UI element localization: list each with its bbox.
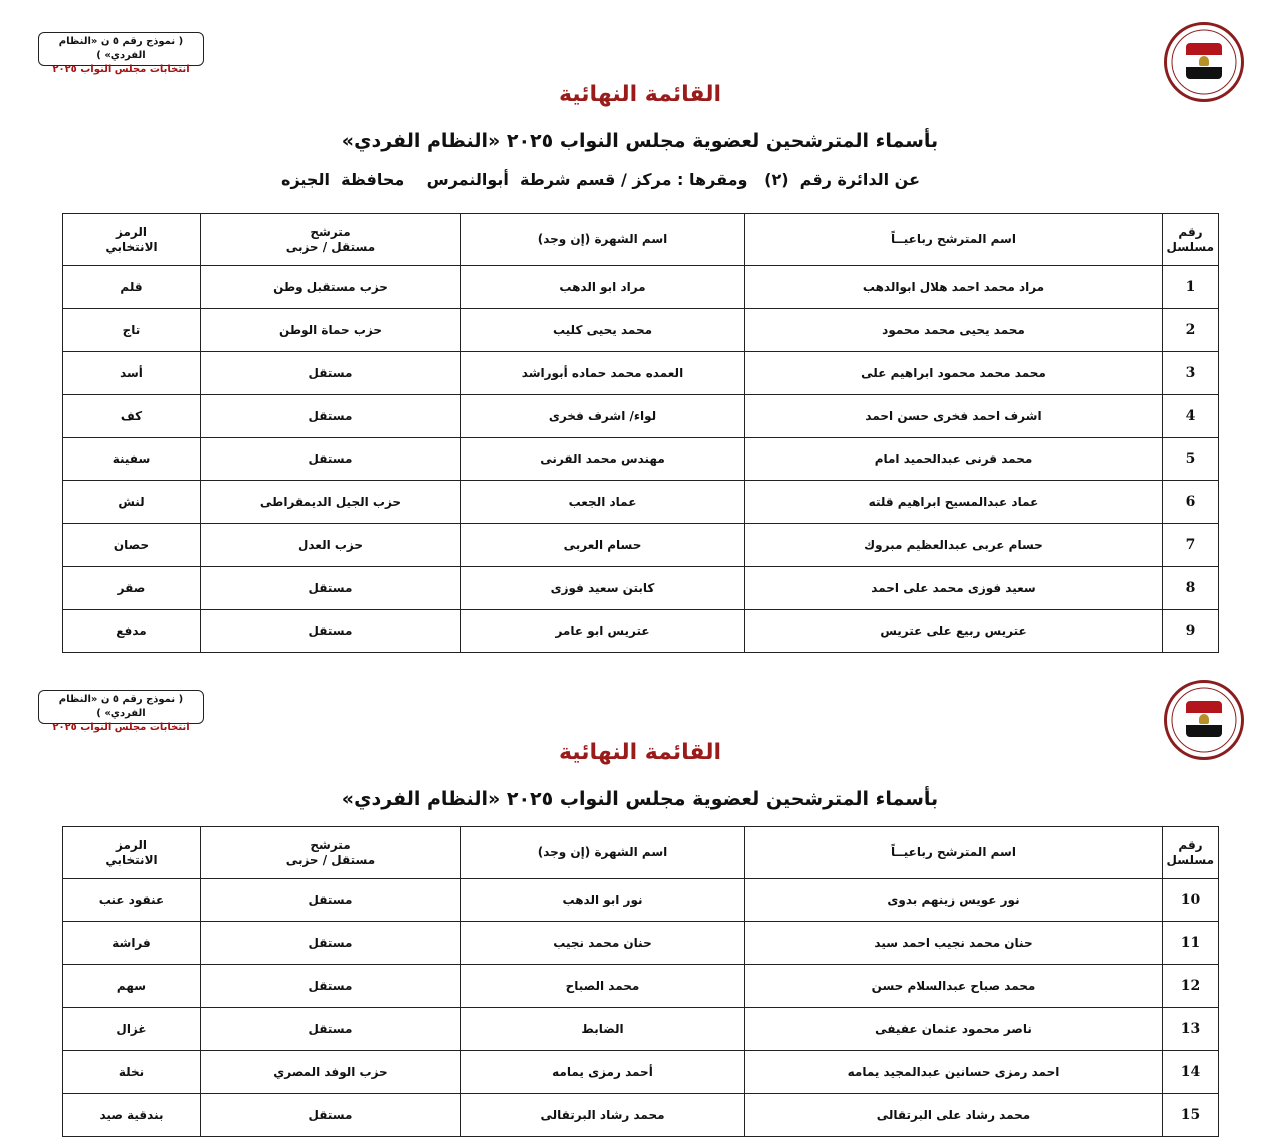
cell-candidate-name: محمد رشاد على البرتقالى: [745, 1094, 1163, 1137]
cell-candidate-name: حنان محمد نجيب احمد سيد: [745, 922, 1163, 965]
table-header-row: [63, 827, 1219, 879]
table-row: [63, 524, 1219, 567]
cell-electoral-symbol: غزال: [63, 1008, 201, 1051]
cell-candidate-name: حسام عربى عبدالعظيم مبروك: [745, 524, 1163, 567]
cell-candidate-name: عتريس ربيع على عتريس: [745, 610, 1163, 653]
cell-electoral-symbol: سفينة: [63, 438, 201, 481]
table-row: [63, 352, 1219, 395]
header-symbol: الرمز الانتخابي: [63, 214, 201, 266]
header-name: اسم المترشح رباعيــاً: [745, 827, 1163, 879]
cell-fame-name: محمد الصباح: [461, 965, 745, 1008]
header-name: اسم المترشح رباعيــاً: [745, 214, 1163, 266]
cell-serial: 15: [1163, 1094, 1219, 1137]
cell-candidate-name: محمد قرنى عبدالحميد امام: [745, 438, 1163, 481]
header-symbol: الرمز الانتخابي: [63, 827, 201, 879]
cell-affiliation: حزب مستقبل وطن: [201, 266, 461, 309]
header-affiliation: مترشح مستقل / حزبى: [201, 827, 461, 879]
table-row: [63, 1008, 1219, 1051]
candidates-table: [62, 213, 1219, 653]
cell-fame-name: الضابط: [461, 1008, 745, 1051]
cell-electoral-symbol: سهم: [63, 965, 201, 1008]
cell-affiliation: مستقل: [201, 395, 461, 438]
header-serial: رقم مسلسل: [1163, 214, 1219, 266]
final-list-title: القائمة النهائية: [558, 82, 722, 107]
form-number-label: [38, 690, 204, 733]
cell-affiliation: مستقل: [201, 965, 461, 1008]
form-label-line2: انتخابات مجلس النواب ٢٠٢٥: [52, 722, 190, 733]
cell-serial: 12: [1163, 965, 1219, 1008]
form-number-label: [38, 32, 204, 75]
egypt-flag-icon: [1186, 701, 1222, 737]
cell-fame-name: عتريس ابو عامر: [461, 610, 745, 653]
header-fame: اسم الشهرة (إن وجد): [461, 827, 745, 879]
cell-candidate-name: اشرف احمد فخرى حسن احمد: [745, 395, 1163, 438]
cell-affiliation: حزب حماة الوطن: [201, 309, 461, 352]
cell-fame-name: حسام العربى: [461, 524, 745, 567]
cell-serial: 8: [1163, 567, 1219, 610]
cell-affiliation: مستقل: [201, 352, 461, 395]
eagle-icon: [1199, 714, 1209, 724]
table-row: [63, 567, 1219, 610]
candidates-subtitle: بأسماء المترشحين لعضوية مجلس النواب ٢٠٢٥ «النظام الفردي»: [341, 130, 939, 152]
header-affiliation: مترشح مستقل / حزبى: [201, 214, 461, 266]
form-label-line1: ( نموذج رقم ٥ ن «النظام الفردي» ): [58, 36, 184, 61]
cell-affiliation: مستقل: [201, 1008, 461, 1051]
cell-affiliation: مستقل: [201, 567, 461, 610]
cell-electoral-symbol: تاج: [63, 309, 201, 352]
cell-affiliation: حزب الجيل الديمقراطى: [201, 481, 461, 524]
cell-serial: 13: [1163, 1008, 1219, 1051]
table-row: [63, 438, 1219, 481]
cell-affiliation: حزب العدل: [201, 524, 461, 567]
cell-serial: 10: [1163, 879, 1219, 922]
cell-candidate-name: محمد صباح عبدالسلام حسن: [745, 965, 1163, 1008]
cell-fame-name: حنان محمد نجيب: [461, 922, 745, 965]
cell-fame-name: العمده محمد حماده أبوراشد: [461, 352, 745, 395]
cell-serial: 7: [1163, 524, 1219, 567]
cell-serial: 14: [1163, 1051, 1219, 1094]
cell-fame-name: كابتن سعيد فوزى: [461, 567, 745, 610]
cell-electoral-symbol: لنش: [63, 481, 201, 524]
cell-serial: 3: [1163, 352, 1219, 395]
egypt-flag-icon: [1186, 43, 1222, 79]
candidates-subtitle: بأسماء المترشحين لعضوية مجلس النواب ٢٠٢٥ «النظام الفردي»: [341, 788, 939, 810]
cell-electoral-symbol: فراشة: [63, 922, 201, 965]
cell-fame-name: مراد ابو الدهب: [461, 266, 745, 309]
form-label-line1: ( نموذج رقم ٥ ن «النظام الفردي» ): [58, 694, 184, 719]
cell-electoral-symbol: نخلة: [63, 1051, 201, 1094]
cell-fame-name: مهندس محمد القرنى: [461, 438, 745, 481]
document-page-2: [0, 668, 1280, 1143]
cell-affiliation: مستقل: [201, 438, 461, 481]
cell-fame-name: نور ابو الدهب: [461, 879, 745, 922]
form-label-line2: انتخابات مجلس النواب ٢٠٢٥: [52, 64, 190, 75]
cell-fame-name: أحمد رمزى يمامه: [461, 1051, 745, 1094]
cell-candidate-name: محمد محمد محمود ابراهيم على: [745, 352, 1163, 395]
cell-candidate-name: احمد رمزى حسانين عبدالمجيد يمامه: [745, 1051, 1163, 1094]
cell-candidate-name: ناصر محمود عثمان عفيفى: [745, 1008, 1163, 1051]
cell-fame-name: لواء/ اشرف فخرى: [461, 395, 745, 438]
table-row: [63, 965, 1219, 1008]
table-row: [63, 879, 1219, 922]
table-row: [63, 1094, 1219, 1137]
table-row: [63, 481, 1219, 524]
cell-serial: 6: [1163, 481, 1219, 524]
candidates-table: [62, 826, 1219, 1137]
cell-affiliation: مستقل: [201, 879, 461, 922]
cell-affiliation: مستقل: [201, 1094, 461, 1137]
eagle-icon: [1199, 56, 1209, 66]
cell-serial: 11: [1163, 922, 1219, 965]
cell-fame-name: محمد يحيى كليب: [461, 309, 745, 352]
cell-candidate-name: محمد يحيى محمد محمود: [745, 309, 1163, 352]
cell-serial: 9: [1163, 610, 1219, 653]
cell-candidate-name: نور عويس زينهم بدوى: [745, 879, 1163, 922]
cell-electoral-symbol: بندقية صيد: [63, 1094, 201, 1137]
cell-affiliation: حزب الوفد المصري: [201, 1051, 461, 1094]
cell-fame-name: محمد رشاد البرتقالى: [461, 1094, 745, 1137]
cell-candidate-name: عماد عبدالمسيح ابراهيم قلته: [745, 481, 1163, 524]
table-row: [63, 395, 1219, 438]
cell-electoral-symbol: قلم: [63, 266, 201, 309]
table-row: [63, 922, 1219, 965]
cell-electoral-symbol: عنقود عنب: [63, 879, 201, 922]
cell-candidate-name: سعيد فوزى محمد على احمد: [745, 567, 1163, 610]
table-row: [63, 610, 1219, 653]
table-row: [63, 309, 1219, 352]
header-fame: اسم الشهرة (إن وجد): [461, 214, 745, 266]
table-row: [63, 266, 1219, 309]
district-line: عن الدائرة رقم (٢) ومقرها : مركز / قسم شرطة أبوالنمرس محافظة الجيزه: [281, 170, 920, 189]
cell-serial: 5: [1163, 438, 1219, 481]
table-header-row: [63, 214, 1219, 266]
cell-electoral-symbol: مدفع: [63, 610, 201, 653]
cell-electoral-symbol: حصان: [63, 524, 201, 567]
cell-serial: 4: [1163, 395, 1219, 438]
final-list-title: القائمة النهائية: [558, 740, 722, 765]
cell-serial: 2: [1163, 309, 1219, 352]
cell-serial: 1: [1163, 266, 1219, 309]
cell-electoral-symbol: صقر: [63, 567, 201, 610]
table-row: [63, 1051, 1219, 1094]
cell-fame-name: عماد الجعب: [461, 481, 745, 524]
header-serial: رقم مسلسل: [1163, 827, 1219, 879]
cell-electoral-symbol: أسد: [63, 352, 201, 395]
cell-affiliation: مستقل: [201, 922, 461, 965]
cell-candidate-name: مراد محمد احمد هلال ابوالدهب: [745, 266, 1163, 309]
cell-electoral-symbol: كف: [63, 395, 201, 438]
cell-affiliation: مستقل: [201, 610, 461, 653]
